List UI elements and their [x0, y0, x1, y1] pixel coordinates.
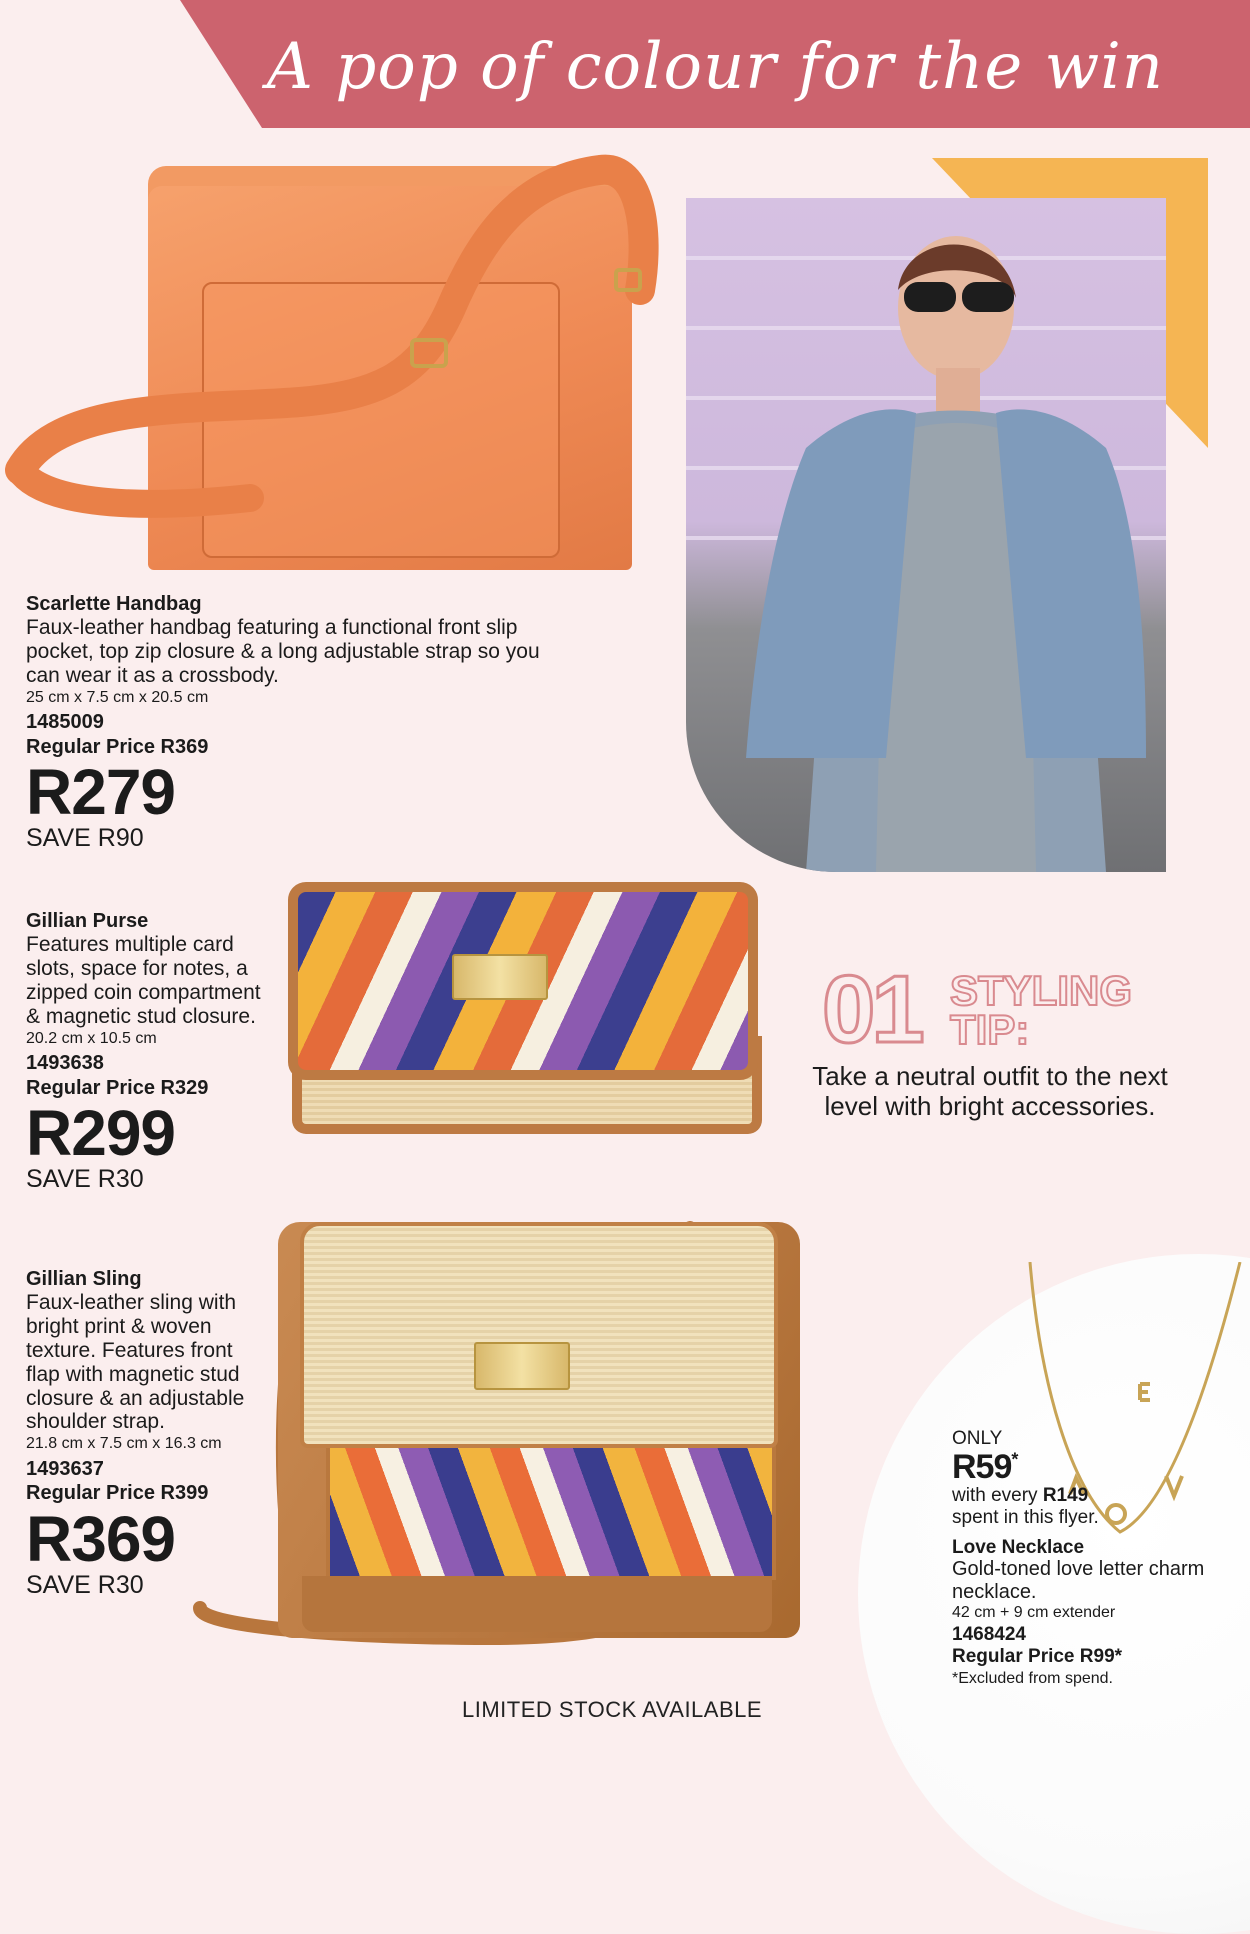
offer-condition	[952, 1485, 1222, 1507]
product-name: Gillian Sling	[26, 1268, 142, 1290]
product-name: Love Necklace	[952, 1536, 1085, 1558]
offer-spend-amount: R149	[1042, 1485, 1089, 1507]
product-dimensions: 20.2 cm x 10.5 cm	[26, 1029, 157, 1047]
savings: SAVE R90	[26, 824, 144, 853]
sling-woven-flap	[300, 1222, 778, 1448]
styling-tip-label	[950, 967, 1133, 1053]
product-description: Faux-leather sling with bright print & woven texture. Features front flap with magnetic stud closure & an adjustable shoulder strap.	[26, 1290, 245, 1434]
sale-price: R369	[26, 1503, 175, 1576]
product-code: 1485009	[26, 710, 104, 733]
product-gillian-purse	[26, 910, 276, 1194]
offer-price-asterisk: *	[1011, 1449, 1018, 1470]
styling-tip-label-line2: TIP:	[950, 1005, 1030, 1053]
product-description: Faux-leather handbag featuring a functional front slip pocket, top zip closure & a long adjustable strap so you can wear it as a crossbody.	[26, 615, 540, 687]
savings: SAVE R30	[26, 1165, 144, 1194]
styling-tip-number: 01	[822, 956, 921, 1063]
styling-tip-text: Take a neutral outfit to the next level with bright accessories.	[812, 1061, 1168, 1122]
necklace-offer-price	[952, 1447, 1222, 1486]
product-description: Features multiple card slots, space for notes, a zipped coin compartment & magnetic stud closure.	[26, 932, 261, 1028]
offer-spent-text: spent in this flyer.	[952, 1507, 1099, 1528]
handbag-strap	[0, 140, 680, 580]
page-headline: A pop of colour for the win	[266, 30, 1164, 104]
sale-price: R299	[26, 1097, 175, 1170]
necklace-offer	[952, 1428, 1222, 1689]
product-name: Scarlette Handbag	[26, 593, 202, 615]
savings: SAVE R30	[26, 1571, 144, 1600]
model-illustration	[686, 198, 1166, 872]
product-description: Gold-toned love letter charm necklace.	[952, 1558, 1205, 1604]
product-scarlette-handbag	[26, 593, 546, 853]
product-code: 1468424	[952, 1624, 1026, 1646]
offer-with-every: with every	[952, 1485, 1038, 1507]
purse-clasp-plate	[452, 954, 548, 1000]
styling-tip-label-line1: STYLING	[950, 967, 1133, 1014]
regular-price: Regular Price R329	[26, 1076, 209, 1099]
product-dimensions: 25 cm x 7.5 cm x 20.5 cm	[26, 688, 209, 706]
product-dimensions: 21.8 cm x 7.5 cm x 16.3 cm	[26, 1435, 222, 1453]
product-gillian-sling	[26, 1268, 276, 1600]
regular-price: Regular Price R99*	[952, 1645, 1123, 1667]
product-name: Gillian Purse	[26, 910, 149, 932]
product-dimensions: 42 cm + 9 cm extender	[952, 1603, 1116, 1621]
offer-only-label: ONLY	[952, 1428, 1003, 1449]
sling-printed-panel	[326, 1438, 776, 1580]
regular-price: Regular Price R369	[26, 735, 209, 758]
sling-clasp-plate	[474, 1342, 570, 1390]
limited-stock-notice: LIMITED STOCK AVAILABLE	[462, 1697, 763, 1722]
regular-price: Regular Price R399	[26, 1482, 209, 1505]
offer-price-value: R59	[952, 1447, 1012, 1486]
model-photo	[686, 198, 1166, 872]
sale-price: R279	[26, 756, 175, 829]
sling-base	[302, 1576, 772, 1632]
product-code: 1493638	[26, 1051, 104, 1074]
product-code: 1493637	[26, 1457, 104, 1480]
spend-exclusion-note: *Excluded from spend.	[952, 1670, 1113, 1688]
